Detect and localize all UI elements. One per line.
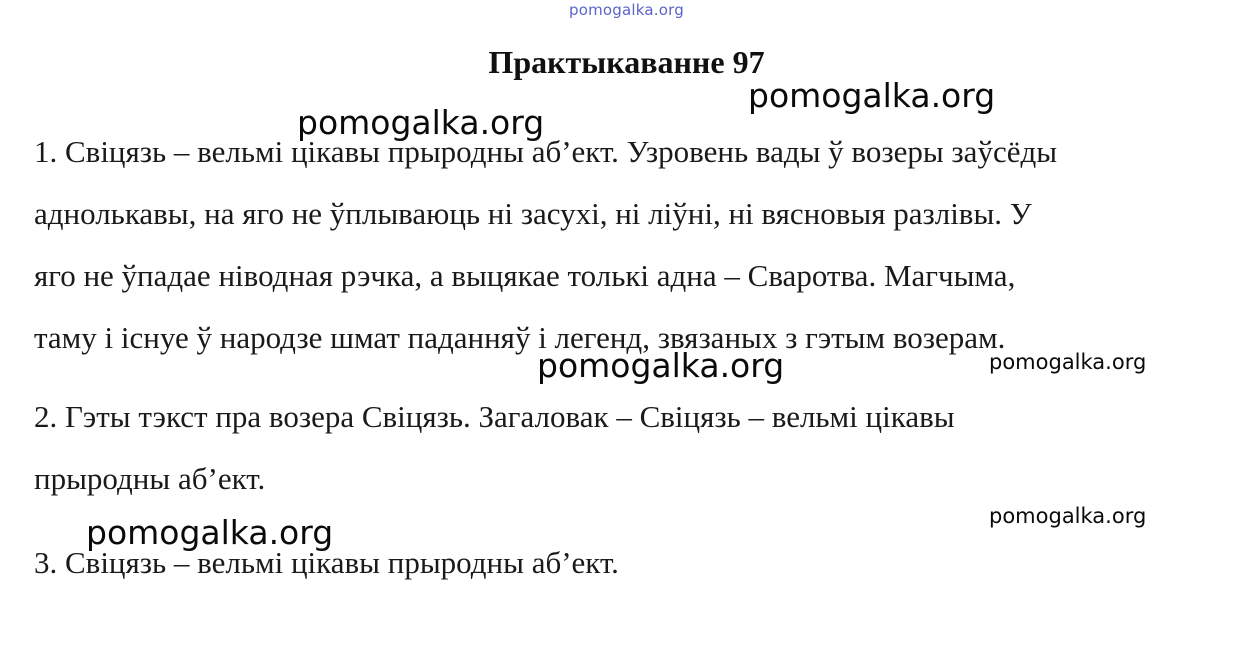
watermark-text: pomogalka.org	[297, 103, 545, 142]
answer-1-line: яго не ўпадае ніводная рэчка, а выцякае толькі адна – Сваротва. Магчыма,	[34, 258, 1016, 293]
watermark-text: pomogalka.org	[989, 504, 1147, 528]
watermark-text: pomogalka.org	[748, 76, 996, 115]
answer-1-line: таму і існуе ў народзе шмат паданняў і легенд, звязаных з гэтым возерам.	[34, 320, 1006, 355]
answer-3-line: 3. Свіцязь – вельмі цікавы прыродны аб’ект.	[34, 545, 619, 580]
answer-2-line: прыродны аб’ект.	[34, 461, 266, 496]
watermark-top: pomogalka.org	[569, 1, 684, 19]
page-title: Практыкаванне 97	[488, 44, 765, 80]
answer-paragraph-2	[34, 386, 1224, 510]
answer-2-line: 2. Гэты тэкст пра возера Свіцязь. Загаловак – Свіцязь – вельмі цікавы	[34, 399, 955, 434]
watermark-text: pomogalka.org	[989, 350, 1147, 374]
answer-1-line: аднолькавы, на яго не ўплываюць ні засухі, ні ліўні, ні вясновыя разлівы. У	[34, 196, 1032, 231]
answer-paragraph-1	[34, 121, 1224, 369]
watermark-text: pomogalka.org	[86, 513, 334, 552]
watermark-text: pomogalka.org	[537, 346, 785, 385]
answer-1-line: 1. Свіцязь – вельмі цікавы прыродны аб’ект. Узровень вады ў возеры заўсёды	[34, 134, 1058, 169]
